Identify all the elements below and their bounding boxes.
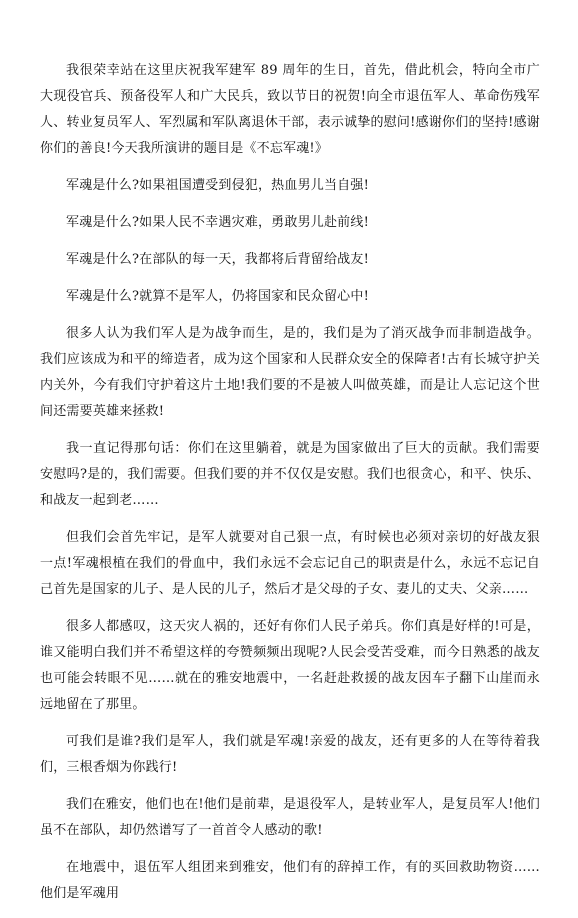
paragraph-duty: 但我们会首先牢记，是军人就要对自己狠一点，有时候也必须对亲切的好战友狠一点!军魂根植在我们的骨血中，我们永远不会忘记自己的职责是什么，永远不忘记自己首先是国家的儿子、是人民的儿子，然后才是父母的子女、妻儿的丈夫、父亲…… <box>40 530 540 597</box>
paragraph-who-we-are: 可我们是谁?我们是军人，我们就是军魂!亲爱的战友，还有更多的人在等待着我们，三根香烟为你践行! <box>40 734 540 775</box>
paragraph-peace-makers: 很多人认为我们军人是为战争而生，是的，我们是为了消灭战争而非制造战争。我们应该成为和平的缔造者，成为这个国家和人民群众安全的保障者!古有长城守护关内关外，今有我们守护着这片土地!我们要的不是被人叫做英雄，而是让人忘记这个世间还需要英雄来拯救! <box>40 326 540 419</box>
paragraph-opening: 我很荣幸站在这里庆祝我军建军 89 周年的生日，首先，借此机会，特向全市广大现役官兵、预备役军人和广大民兵，致以节日的祝贺!向全市退伍军人、革命伤残军人、转业复员军人、军烈属和军队离退休干部，表示诚挚的慰问!感谢你们的坚持!感谢你们的善良!今天我所演讲的题目是《不忘军魂!》 <box>40 63 540 156</box>
paragraph-soul-question-1: 军魂是什么?如果祖国遭受到侵犯，热血男儿当自强! <box>66 178 369 193</box>
paragraph-remembered-words: 我一直记得那句话：你们在这里躺着，就是为国家做出了巨大的贡献。我们需要安慰吗?是的，我们需要。但我们要的并不仅仅是安慰。我们也很贪心，和平、快乐、和战友一起到老…… <box>40 441 540 508</box>
paragraph-soul-question-4: 军魂是什么?就算不是军人，仍将国家和民众留心中! <box>66 289 369 304</box>
paragraph-soul-question-3: 军魂是什么?在部队的每一天，我都将后背留给战友! <box>66 252 369 267</box>
paragraph-earthquake-veterans: 在地震中，退伍军人组团来到雅安，他们有的辞掉工作，有的买回救助物资……他们是军魂用 <box>40 860 540 901</box>
paragraph-disasters: 很多人都感叹，这天灾人祸的，还好有你们人民子弟兵。你们真是好样的!可是，谁又能明白我们并不希望这样的夸赞频频出现呢?人民会受苦受难，而今日熟悉的战友也可能会转眼不见……就在的雅安地震中，一名赶赴救援的战友因车子翻下山崖而永远地留在了那里。 <box>40 619 540 712</box>
paragraph-yaan: 我们在雅安，他们也在!他们是前辈，是退役军人，是转业军人，是复员军人!他们虽不在部队，却仍然谱写了一首首令人感动的歌! <box>40 797 540 838</box>
paragraph-soul-question-2: 军魂是什么?如果人民不幸遇灾难，勇敢男儿赴前线! <box>66 215 369 230</box>
document-body <box>40 58 540 918</box>
